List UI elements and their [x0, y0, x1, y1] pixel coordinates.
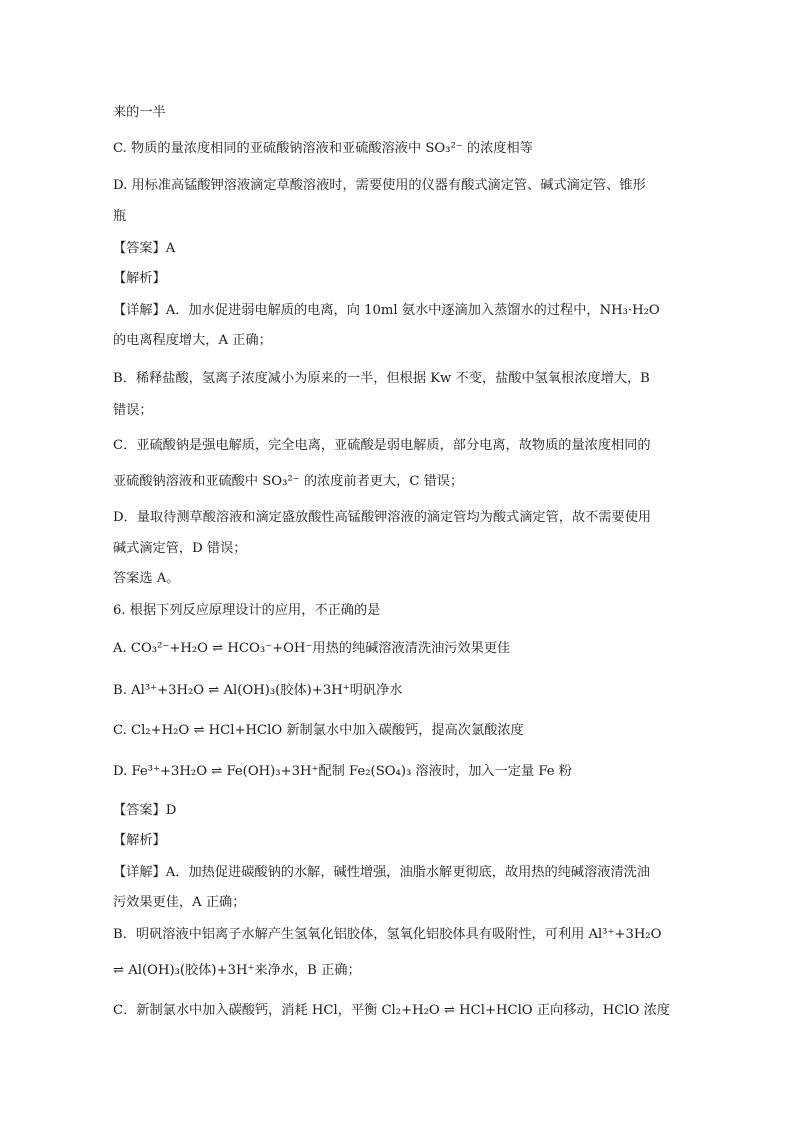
- text-line: 瓶: [113, 209, 127, 224]
- option-c: C. Cl₂+H₂O ⇌ HCl+HClO 新制氯水中加入碳酸钙，提高次氯酸浓度: [113, 723, 524, 738]
- analysis-label: 【解析】: [113, 833, 166, 848]
- detail-a: 【详解】A．加热促进碳酸钠的水解，碱性增强，油脂水解更彻底，故用热的纯碱溶液清洗油: [113, 865, 651, 880]
- detail-b: B．稀释盐酸，氢离子浓度减小为原来的一半，但根据 Kw 不变，盐酸中氢氧根浓度增大，B: [113, 371, 650, 386]
- option-a: A. CO₃²⁻+H₂O ⇌ HCO₃⁻+OH⁻用热的纯碱溶液清洗油污效果更佳: [113, 641, 511, 656]
- detail-d: D．量取待测草酸溶液和滴定盛放酸性高锰酸钾溶液的滴定管均为酸式滴定管，故不需要使用: [113, 510, 652, 525]
- text-line: 错误；: [113, 403, 153, 418]
- option-b: B. Al³⁺+3H₂O ⇌ Al(OH)₃(胶体)+3H⁺明矾净水: [113, 683, 403, 698]
- answer-label: 【答案】D: [113, 803, 177, 818]
- option-d: D. 用标准高锰酸钾溶液滴定草酸溶液时，需要使用的仪器有酸式滴定管、碱式滴定管、锥形: [113, 178, 646, 193]
- text-line: 污效果更佳，A 正确；: [113, 895, 246, 910]
- text-line: 的电离程度增大，A 正确；: [113, 333, 272, 348]
- detail-a: 【详解】A．加水促进弱电解质的电离，向 10ml 氨水中逐滴加入蒸馏水的过程中，NH₃·H₂O: [113, 303, 660, 318]
- answer-choice: 答案选 A。: [113, 571, 180, 586]
- text-line: ⇌ Al(OH)₃(胶体)+3H⁺来净水，B 正确；: [113, 963, 361, 978]
- option-c: C. 物质的量浓度相同的亚硫酸钠溶液和亚硫酸溶液中 SO₃²⁻ 的浓度相等: [113, 141, 533, 156]
- detail-b: B．明矾溶液中铝离子水解产生氢氧化铝胶体，氢氧化铝胶体具有吸附性，可利用 Al³⁺+3H₂O: [113, 927, 662, 942]
- answer-label: 【答案】A: [113, 241, 176, 256]
- text-line: 来的一半: [113, 105, 166, 120]
- question-6: 6. 根据下列反应原理设计的应用，不正确的是: [113, 603, 381, 618]
- analysis-label: 【解析】: [113, 271, 166, 286]
- detail-c: C．亚硫酸钠是强电解质，完全电离，亚硫酸是弱电解质，部分电离，故物质的量浓度相同的: [113, 438, 651, 453]
- detail-c: C．新制氯水中加入碳酸钙，消耗 HCl，平衡 Cl₂+H₂O ⇌ HCl+HClO 正向移动，HClO 浓度: [113, 1003, 670, 1018]
- option-d: D. Fe³⁺+3H₂O ⇌ Fe(OH)₃+3H⁺配制 Fe₂(SO₄)₃ 溶液时，加入一定量 Fe 粉: [113, 764, 572, 779]
- text-line: 亚硫酸钠溶液和亚硫酸中 SO₃²⁻ 的浓度前者更大，C 错误；: [113, 474, 464, 489]
- text-line: 碱式滴定管，D 错误；: [113, 541, 247, 556]
